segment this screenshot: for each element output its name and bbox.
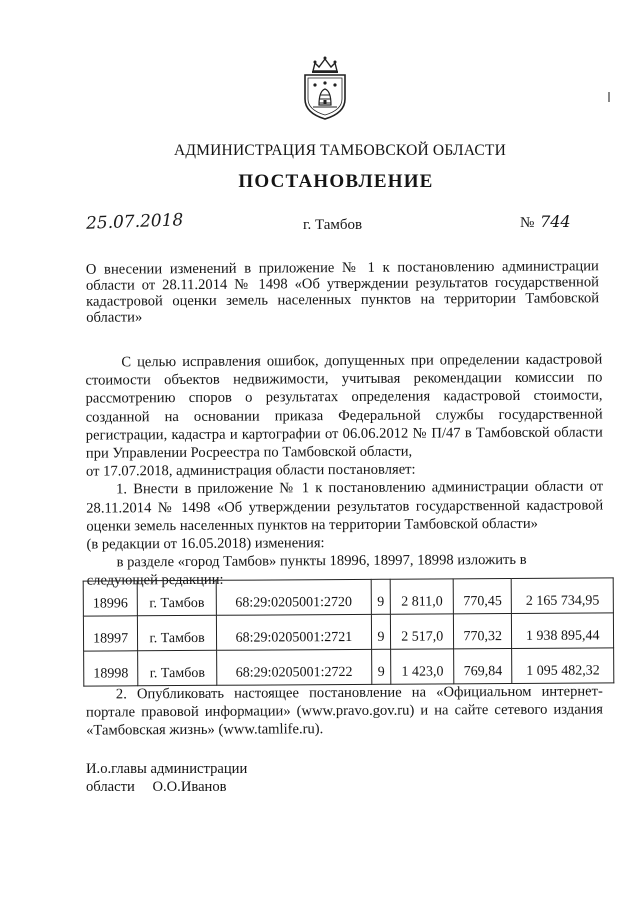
table-cell-rate: 769,84: [454, 649, 513, 684]
table-cell-rate: 770,32: [453, 614, 512, 649]
signatory-row: [86, 778, 247, 796]
item-1-paragraph-end: (в редакции от 16.05.2018) изменения:: [86, 535, 325, 553]
signatory-name: О.О.Иванов: [152, 779, 227, 795]
preamble-paragraph: С целью исправления ошибок, допущенных при определении кадастровой стоимости объектов недвижимости, учитывая рекомендации комиссии по рассмотрению споров о результатах определения кадастровой стоимости, созданной на основании приказа Федеральной службы государственной регистрации, кадастра и картографии от 06.06.2012 № П/47 в Тамбовской области при Управлении Росреестра по Тамбовской области,: [85, 351, 603, 462]
handwritten-date: 25.07.2018: [85, 210, 184, 234]
table-cell-cadastral-number: 68:29:0205001:2721: [216, 614, 371, 650]
cadastral-value-table: [83, 577, 615, 686]
authority-title: АДМИНИСТРАЦИЯ ТАМБОВСКОЙ ОБЛАСТИ: [174, 142, 506, 159]
table-cell-rate: 770,45: [453, 579, 512, 614]
signatory-title-region: области: [86, 779, 135, 795]
handwritten-number: 744: [540, 212, 571, 231]
table-cell-city: г. Тамбов: [138, 615, 217, 650]
table-row: [83, 578, 613, 616]
table-cell-city: г. Тамбов: [138, 650, 217, 685]
number-sign: №: [520, 215, 535, 231]
table-cell-number: 18996: [83, 581, 137, 616]
table-cell-value: 1 095 482,32: [512, 648, 614, 684]
signature-block: [86, 760, 247, 796]
document-type-title: ПОСТАНОВЛЕНИЕ: [238, 171, 434, 192]
document-subject: О внесении изменений в приложение № 1 к постановлению администрации области от 28.11.2014 № 1498 «Об утверждении результатов государственной кадастровой оценки земель населенных пунктов на территории Тамбовской области»: [85, 258, 600, 326]
item-1-subparagraph-end: следующей редакции:: [86, 572, 224, 590]
table-cell-number: 18998: [84, 651, 138, 686]
preamble-paragraph-end: от 17.07.2018, администрация области постановляет:: [85, 461, 416, 480]
table-cell-city: г. Тамбов: [137, 580, 216, 615]
document-number: [520, 212, 571, 232]
closing-section: [86, 682, 603, 740]
table-cell-group: 9: [371, 649, 391, 684]
table-cell-number: 18997: [83, 616, 137, 651]
table-cell-cadastral-number: 68:29:0205001:2722: [217, 649, 372, 685]
table-cell-value: 1 938 895,44: [512, 613, 614, 649]
issue-city: г. Тамбов: [303, 217, 363, 233]
tambov-coat-of-arms-icon: [299, 55, 351, 121]
table-cell-area: 2 811,0: [390, 579, 453, 614]
item-2-paragraph: 2. Опубликовать настоящее постановление на «Официальном интернет-портале правовой информации» (www.pravo.gov.ru) и на сайте сетевого издания «Тамбовская жизнь» (www.tamlife.ru).: [85, 683, 604, 739]
table-cell-value: 2 165 734,95: [512, 578, 614, 614]
item-1-subparagraph: в разделе «город Тамбов» пункты 18996, 18997, 18998 изложить в: [116, 552, 527, 571]
signatory-title: И.о.главы администрации: [86, 761, 248, 777]
table-cell-group: 9: [371, 614, 391, 649]
document-body: [85, 350, 603, 590]
item-1-paragraph: 1. Внести в приложение № 1 к постановлению администрации области от 28.11.2014 № 1498 «Об утверждении результатов государственной кадастровой оценки земель населенных пунктов на территории Тамбовской области»: [86, 478, 604, 535]
table-row: [83, 613, 613, 651]
table-cell-area: 1 423,0: [391, 649, 454, 684]
table-cell-cadastral-number: 68:29:0205001:2720: [216, 579, 371, 615]
table-cell-group: 9: [371, 579, 391, 614]
scan-edge-mark: [608, 92, 610, 102]
table-cell-area: 2 517,0: [391, 614, 454, 649]
table-row: [84, 648, 614, 686]
